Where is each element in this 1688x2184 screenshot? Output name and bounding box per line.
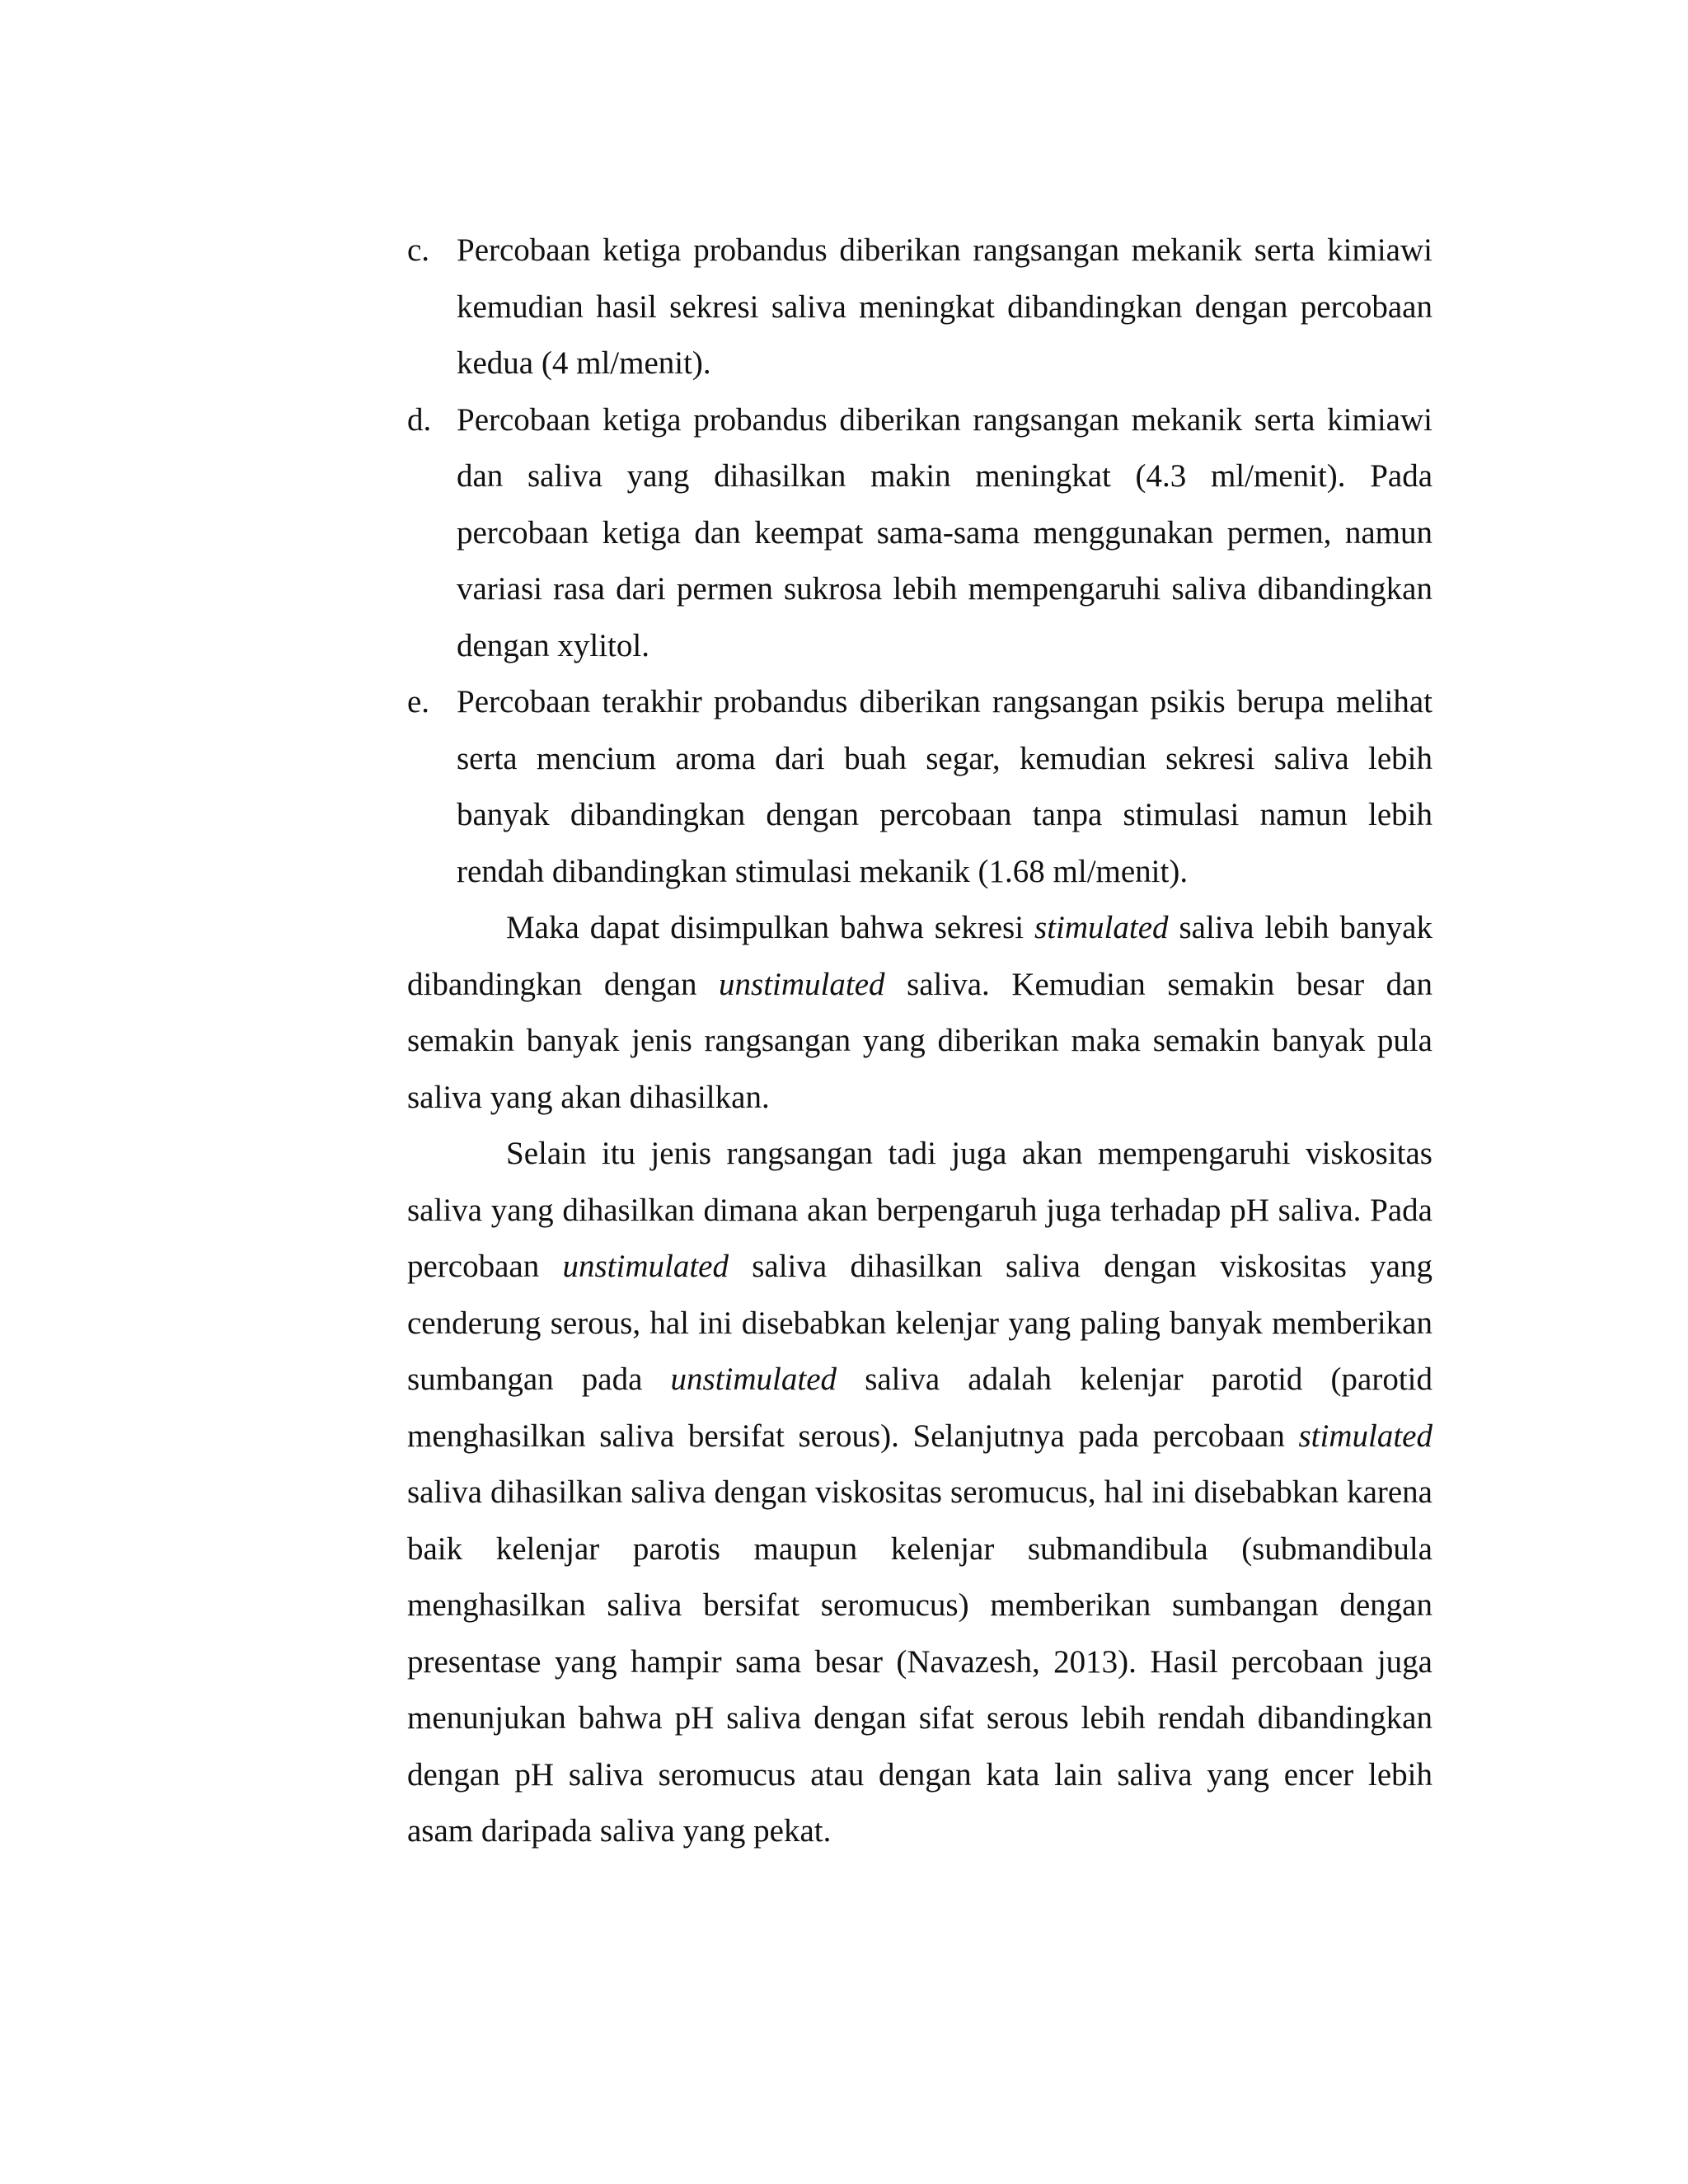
italic-term: unstimulated [562, 1249, 729, 1284]
text-run: saliva adalah kelenjar parotid (parotid menghasilkan saliva bersifat serous). Selanjutnya pada percobaan [407, 1361, 1432, 1454]
italic-term: unstimulated [719, 966, 885, 1002]
text-run: Maka dapat disimpulkan bahwa sekresi [506, 910, 1035, 945]
list-item-e [407, 674, 1432, 900]
list-marker: c. [407, 232, 430, 268]
italic-term: unstimulated [670, 1361, 837, 1397]
list-item-d [407, 392, 1432, 675]
page-content [407, 223, 1432, 1860]
text-run: saliva. Kemudian semakin besar dan semakin banyak jenis rangsangan yang diberikan maka semakin banyak pula saliva yang akan dihasilkan. [407, 966, 1432, 1115]
list-item-c [407, 223, 1432, 392]
result-list [407, 223, 1432, 900]
text-run: saliva dihasilkan saliva dengan viskositas seromucus, hal ini disebabkan karena baik kelenjar parotis maupun kelenjar submandibula (submandibula menghasilkan saliva bersifat seromucus) memberikan sumbangan dengan presentase yang hampir sama besar (Navazesh, 2013). Hasil percobaan juga menunjukan bahwa pH saliva dengan sifat serous lebih rendah dibandingkan dengan pH saliva seromucus atau dengan kata lain saliva yang encer lebih asam daripada saliva yang pekat. [407, 1474, 1432, 1849]
conclusion-paragraph [407, 900, 1432, 1126]
text-run: saliva lebih banyak dibandingkan dengan [407, 910, 1432, 1002]
text-run: Selain itu jenis rangsangan tadi juga akan mempengaruhi viskositas saliva yang dihasilkan dimana akan berpengaruh juga terhadap pH saliva. Pada percobaan [407, 1136, 1432, 1284]
list-item-text: Percobaan ketiga probandus diberikan rangsangan mekanik serta kimiawi kemudian hasil sekresi saliva meningkat dibandingkan dengan percobaan kedua (4 ml/menit). [457, 232, 1432, 381]
list-item-text: Percobaan ketiga probandus diberikan rangsangan mekanik serta kimiawi dan saliva yang dihasilkan makin meningkat (4.3 ml/menit). Pada percobaan ketiga dan keempat sama-sama menggunakan permen, namun variasi rasa dari permen sukrosa lebih mempengaruhi saliva dibandingkan dengan xylitol. [457, 401, 1432, 663]
list-marker: d. [407, 401, 432, 438]
list-item-text: Percobaan terakhir probandus diberikan rangsangan psikis berupa melihat serta mencium aroma dari buah segar, kemudian sekresi saliva lebih banyak dibandingkan dengan percobaan tanpa stimulasi namun lebih rendah dibandingkan stimulasi mekanik (1.68 ml/menit). [457, 684, 1432, 889]
italic-term: stimulated [1298, 1418, 1432, 1454]
list-marker: e. [407, 684, 430, 719]
italic-term: stimulated [1034, 910, 1169, 945]
text-run: saliva dihasilkan saliva dengan viskositas yang cenderung serous, hal ini disebabkan kelenjar yang paling banyak memberikan sumbangan pada [407, 1249, 1432, 1397]
viscosity-paragraph [407, 1126, 1432, 1860]
